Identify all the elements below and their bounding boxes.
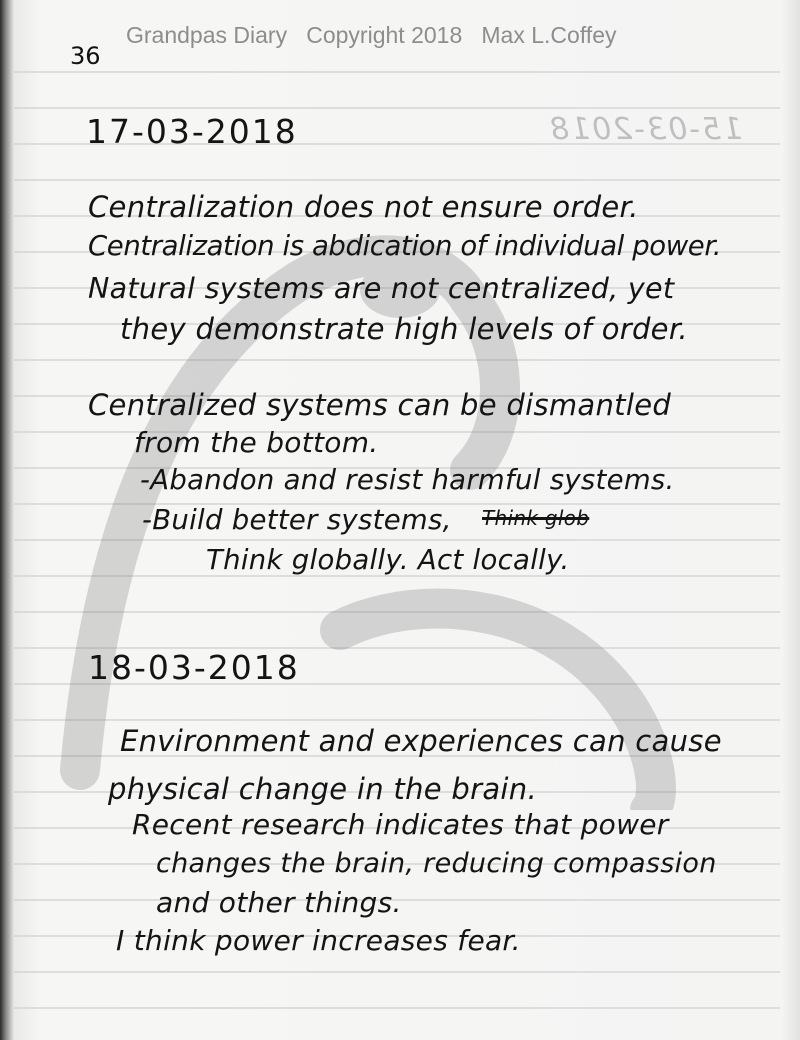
entry-line: and other things.: [156, 886, 402, 919]
entry-line: physical change in the brain.: [108, 772, 537, 806]
struck-out-text: Think glob: [482, 506, 590, 530]
entry-line: changes the brain, reducing compassion: [156, 848, 717, 879]
page-number: 36: [70, 42, 101, 70]
entry-line: they demonstrate high levels of order.: [120, 312, 688, 346]
entry-date: 18-03-2018: [88, 648, 300, 687]
entry-line: Natural systems are not centralized, yet: [88, 272, 675, 305]
entry-line: -Build better systems,: [142, 504, 452, 536]
entry-line: Centralization does not ensure order.: [88, 190, 639, 224]
entry-line: I think power increases fear.: [116, 924, 521, 957]
entry-line: from the bottom.: [134, 426, 379, 459]
entry-line: Recent research indicates that power: [132, 808, 669, 841]
bleed-through-date: 15-03-2018: [548, 112, 743, 147]
entry-line: Think globally. Act locally.: [206, 544, 570, 576]
entry-line: Centralization is abdication of individual power.: [88, 230, 722, 262]
running-header: Grandpas Diary Copyright 2018 Max L.Coffey: [126, 22, 617, 48]
entry-date: 17-03-2018: [86, 112, 298, 151]
entry-line: Centralized systems can be dismantled: [88, 388, 672, 422]
entry-line: -Abandon and resist harmful systems.: [140, 464, 675, 496]
entry-line: Environment and experiences can cause: [120, 724, 722, 758]
